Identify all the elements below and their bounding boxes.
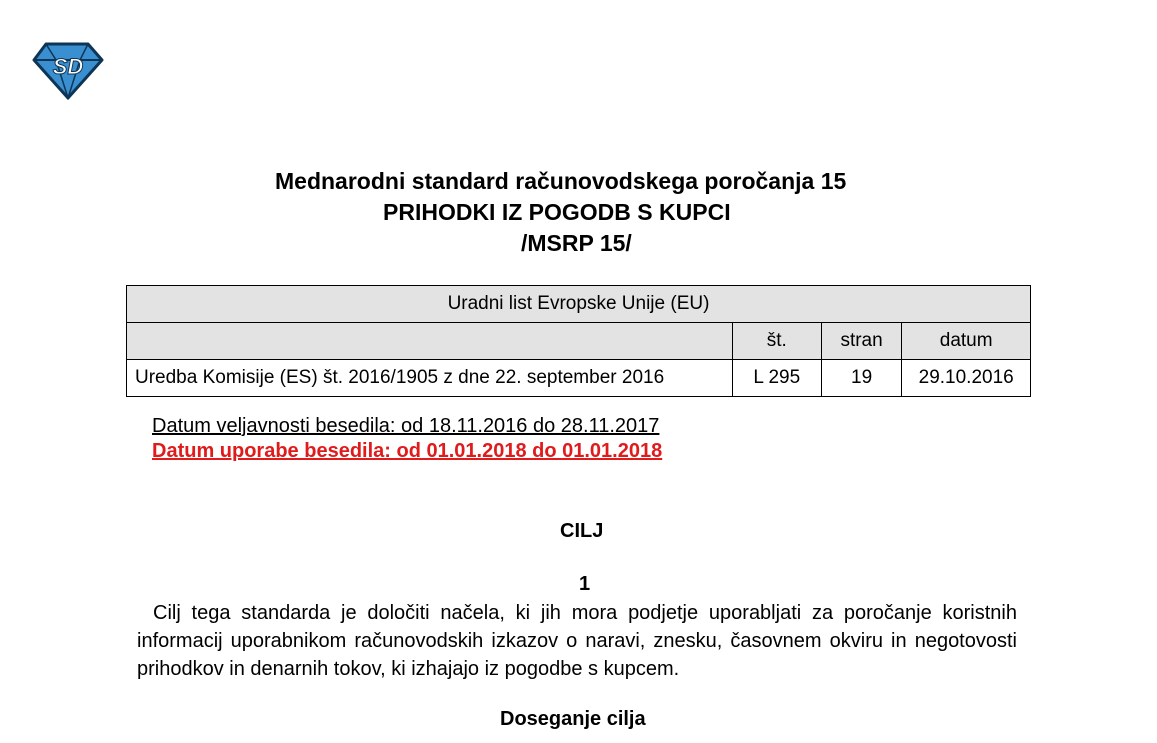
column-header-st: št. — [732, 323, 821, 360]
regulation-name-cell: Uredba Komisije (ES) št. 2016/1905 z dne 22. september 2016 — [127, 360, 733, 397]
empty-column-header — [127, 323, 733, 360]
table-header-row — [127, 286, 1031, 323]
table-header-cell: Uradni list Evropske Unije (EU) — [127, 286, 1031, 323]
regulation-number-cell: L 295 — [732, 360, 821, 397]
sd-logo-icon — [32, 40, 104, 100]
regulation-date-cell: 29.10.2016 — [902, 360, 1031, 397]
paragraph-text: Cilj tega standarda je določiti načela, ki jih mora podjetje uporabljati za poročanje koristnih informacij uporabnikom računovodskih izkazov o naravi, znesku, časovnem okviru in negotovosti prihodkov in denarnih tokov, ki izhajajo iz pogodbe s kupcem. — [137, 602, 1017, 680]
paragraph-number: 1 — [579, 573, 591, 595]
official-journal-table — [126, 285, 1031, 397]
document-title: Mednarodni standard računovodskega poročanja 15 — [275, 168, 847, 194]
regulation-page-cell: 19 — [821, 360, 902, 397]
logo-text: SD — [52, 54, 84, 79]
validity-date-text: Datum veljavnosti besedila: od 18.11.2016 do 28.11.2017 — [152, 415, 660, 437]
column-header-datum: datum — [902, 323, 1031, 360]
document-code: /MSRP 15/ — [521, 230, 632, 256]
document-subtitle: PRIHODKI IZ POGODB S KUPCI — [383, 199, 731, 225]
column-header-stran: stran — [821, 323, 902, 360]
table-row — [127, 360, 1031, 397]
subsection-heading: Doseganje cilja — [500, 708, 646, 730]
section-heading: CILJ — [560, 520, 604, 542]
application-date-text: Datum uporabe besedila: od 01.01.2018 do 01.01.2018 — [152, 440, 663, 462]
table-columns-row — [127, 323, 1031, 360]
